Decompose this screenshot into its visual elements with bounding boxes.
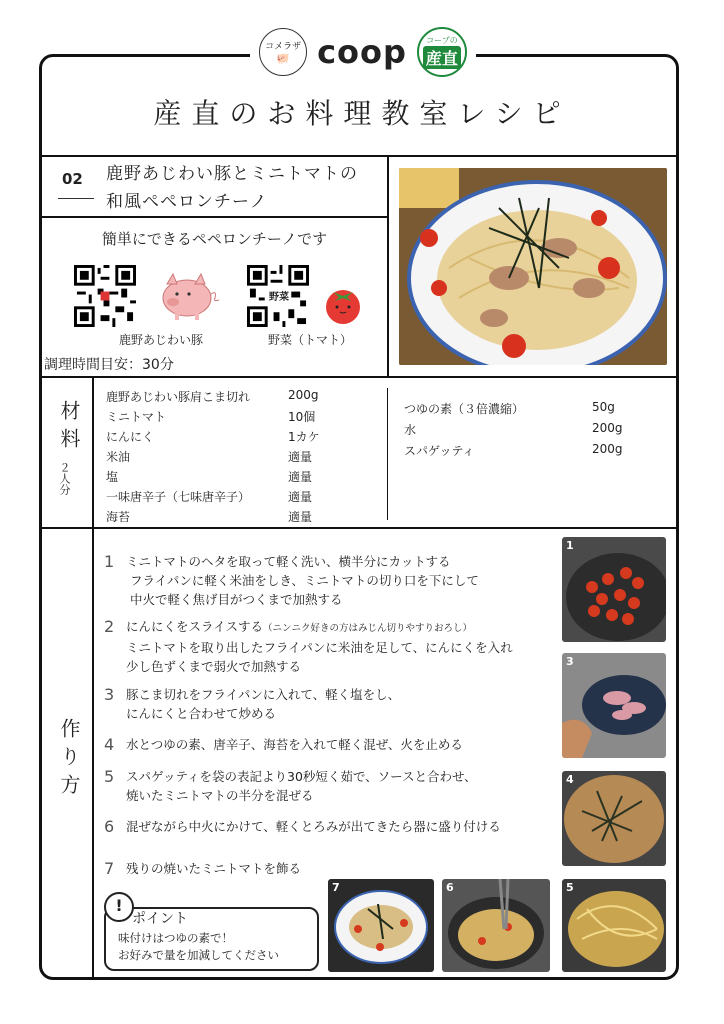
ingredient-name: 水 (404, 423, 417, 437)
step-photo-7 (328, 879, 434, 972)
logo-text: コメラザ (265, 42, 302, 52)
step-line: 少し色ずくまで弱火で加熱する (126, 659, 302, 674)
step-note: （ニンニク好きの方はみじん切りやすりおろし） (263, 623, 473, 634)
recipe-subtitle: 簡単にできるペペロンチーノです (101, 230, 328, 248)
steps-label: 作り方 (57, 718, 81, 802)
ingredient-name: つゆの素（３倍濃縮） (404, 402, 525, 416)
page-title: 産直のお料理教室レシピ (153, 97, 571, 130)
step-text (126, 767, 477, 805)
ingredient-name: ミニトマト (106, 410, 167, 424)
qr-label-vegetable: 野菜（トマト） (267, 333, 352, 347)
ingredient-qty: 適量 (288, 510, 313, 524)
step-photo-6 (442, 879, 550, 972)
step-item (104, 767, 477, 805)
komeraza-logo: コメラザ 🐖 (259, 28, 307, 76)
step-photo-1 (562, 537, 666, 642)
step-photo-3 (562, 653, 666, 758)
ingredient-qty: 200g (288, 388, 319, 402)
logo-big-text: 産直 (423, 46, 461, 69)
cooking-time: 調理時間目安：30分 (44, 357, 174, 373)
ingredient-name: 鹿野あじわい豚肩こま切れ (106, 390, 251, 404)
ingredient-qty: 1カケ (288, 430, 320, 444)
ingredient-qty: 適量 (288, 450, 313, 464)
step-line: フライパンに軽く米油をしき、ミニトマトの切り口を下にして (130, 573, 479, 588)
divider (40, 155, 678, 157)
ingredient-qty: 200g (592, 442, 623, 456)
step-line: 豚こま切れをフライパンに入れて、軽く塩をし、 (126, 687, 401, 702)
step-item (104, 685, 400, 723)
step-text (126, 735, 463, 754)
divider (387, 155, 389, 377)
exclamation-icon: ! (104, 892, 134, 922)
ingredient-name: 塩 (106, 470, 119, 484)
step-item (104, 552, 479, 609)
step-photo-4 (562, 771, 666, 866)
step-number: 2 (104, 617, 115, 636)
step-line: にんにくと合わせて炒める (126, 706, 277, 721)
logo-strip (250, 28, 476, 76)
photo-number: 1 (566, 539, 574, 552)
point-line: 味付けはつゆの素で！ (118, 931, 233, 945)
point-line: お好みで量を加減してください (118, 948, 279, 962)
step-text (126, 817, 501, 836)
number-underline (58, 198, 94, 199)
divider (92, 376, 94, 979)
step-line: ミニトマトのヘタを取って軽く洗い、横半分にカットする (126, 554, 451, 569)
step-line: スパゲッティを袋の表記より30秒短く茹で、ソースと合わせ、 (126, 769, 477, 784)
ingredient-name: 米油 (106, 450, 131, 464)
recipe-name-line2: 和風ペペロンチーノ (106, 192, 268, 212)
step-number: 7 (104, 859, 115, 878)
photo-number: 3 (566, 655, 574, 668)
ingredient-qty: 適量 (288, 490, 313, 504)
step-number: 5 (104, 767, 115, 786)
step-text (126, 552, 479, 609)
qr-code-pork[interactable] (74, 265, 136, 327)
ingredients-label: 材料 (57, 400, 81, 456)
tomato-icon (321, 283, 365, 325)
step-line: 焼いたミニトマトの半分を混ぜる (126, 788, 314, 803)
step-photo-5 (562, 879, 666, 972)
recipe-number: 02 (62, 170, 83, 188)
ingredient-qty: 50g (592, 400, 615, 414)
point-text (118, 930, 279, 964)
servings: ２人分 (58, 462, 71, 495)
photo-number: 7 (332, 881, 340, 894)
photo-number: 4 (566, 773, 574, 786)
logo-small-text: コープの (426, 36, 458, 45)
photo-number: 6 (446, 881, 454, 894)
step-line: 水とつゆの素、唐辛子、海苔を入れて軽く混ぜ、火を止める (126, 737, 463, 752)
divider (387, 388, 388, 520)
ingredient-qty: 200g (592, 421, 623, 435)
ingredient-name: にんにく (106, 430, 155, 444)
step-line: ミニトマトを取り出したフライパンに米油を足して、にんにくを入れ (126, 640, 513, 655)
pig-icon (153, 270, 223, 322)
ingredient-name: 海苔 (106, 510, 131, 524)
qr-label-pork: 鹿野あじわい豚 (118, 333, 203, 347)
step-item (104, 859, 301, 878)
step-number: 3 (104, 685, 115, 704)
point-title: ポイント (132, 911, 188, 927)
step-line: 中火で軽く焦げ目がつくまで加熱する (130, 592, 343, 607)
ingredient-name: スパゲッティ (404, 444, 475, 458)
step-text (126, 685, 400, 723)
ingredient-qty: 10個 (288, 410, 316, 424)
step-text (126, 859, 301, 878)
step-number: 1 (104, 552, 115, 571)
dish-photo (399, 168, 667, 365)
ingredient-qty: 適量 (288, 470, 313, 484)
coop-logo: coop (317, 33, 407, 71)
step-text (126, 617, 513, 676)
step-number: 4 (104, 735, 115, 754)
recipe-name-line1: 鹿野あじわい豚とミニトマトの (106, 164, 358, 184)
step-line: にんにくをスライスする (126, 619, 264, 634)
step-number: 6 (104, 817, 115, 836)
photo-number: 5 (566, 881, 574, 894)
ingredient-name: 一味唐辛子（七味唐辛子） (106, 490, 251, 504)
step-item (104, 617, 513, 676)
qr-center-label: 野菜 (269, 292, 289, 303)
sanchoku-logo (417, 27, 467, 77)
step-item (104, 817, 501, 836)
step-item (104, 735, 463, 754)
recipe-name (106, 160, 358, 216)
divider (40, 376, 678, 378)
step-line: 残りの焼いたミニトマトを飾る (126, 861, 302, 876)
divider (40, 216, 388, 218)
divider (40, 527, 678, 529)
step-line: 混ぜながら中火にかけて、軽くとろみが出てきたら器に盛り付ける (126, 819, 501, 834)
